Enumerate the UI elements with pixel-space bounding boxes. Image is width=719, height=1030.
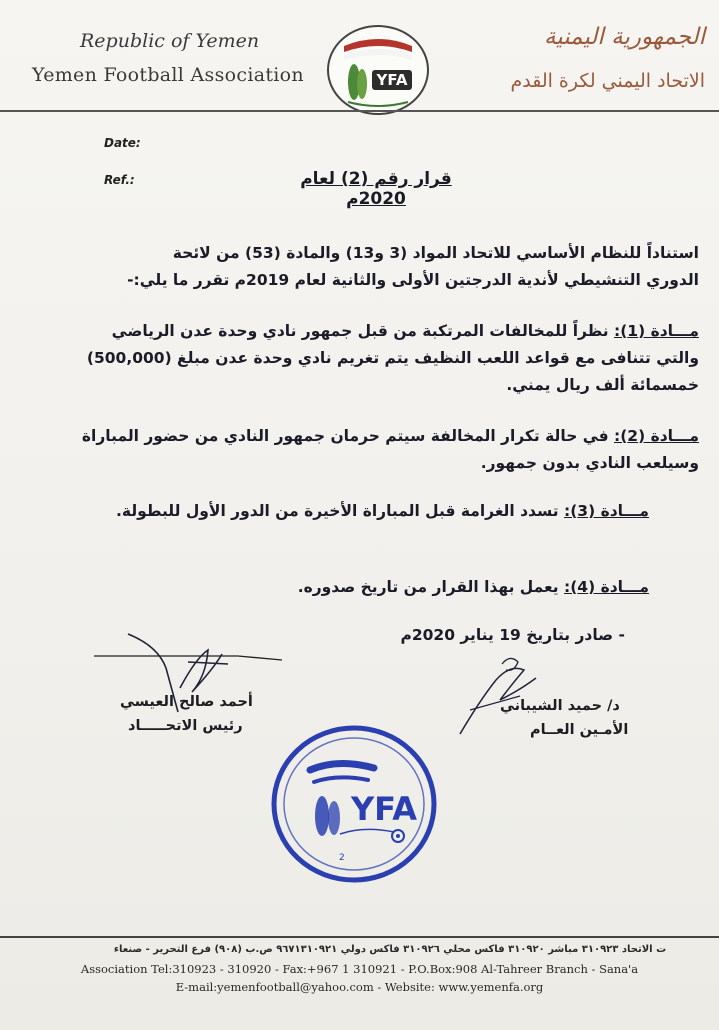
stamp-text: YFA [350,790,418,828]
secretary-name: د/ حميد الشيباني [500,698,620,714]
article-3-text: تسدد الغرامة قبل المباراة الأخيرة من الدور الأول للبطولة. [116,502,559,520]
president-name: أحمد صالح العيسي [120,694,253,710]
header-english-association: Yemen Football Association [32,64,304,86]
header-english-country: Republic of Yemen [80,30,260,52]
article-4 [298,574,649,601]
date-label: Date: [104,136,141,150]
article-1-line-2: والتي تتنافى مع قواعد اللعب النظيف يتم تغريم نادي وحدة عدن مبلغ (500,000) [86,349,699,367]
logo-text: YFA [376,71,408,89]
footer-english-contacts: Association Tel:310923 - 310920 - Fax:+967 1 310921 - P.O.Box:908 Al-Tahreer Branch - Sana'a [80,962,639,976]
header-divider [0,110,719,112]
article-2-text-1: في حالة تكرار المخالفة سيتم حرمان جمهور النادي من حضور المباراة [81,427,609,445]
article-2-line-1 [82,423,699,450]
association-stamp [268,722,440,886]
header-arabic-association: الاتحاد اليمني لكرة القدم [510,70,705,92]
article-3-label: مـــادة (3): [564,502,649,520]
article-4-text: يعمل بهذا القرار من تاريخ صدوره. [297,578,559,596]
article-3 [116,498,649,525]
preamble-line-1: استناداً للنظام الأساسي للاتحاد المواد (3 و13) والمادة (53) من لائحة [172,244,699,262]
footer-arabic-contacts: ت الاتحاد ٣١٠٩٢٣ مباشر ٣١٠٩٢٠ فاكس محلي ٣١٠٩٢٦ فاكس دولي ٩٦٧١٣١٠٩٢١ ص.ب (٩٠٨) فرع التحرير - صنعاء [113,944,667,955]
article-1-line-1 [112,318,699,345]
footer-email-website: E-mail:yemenfootball@yahoo.com - Website: www.yemenfa.org [175,980,544,994]
ref-label: Ref.: [104,173,135,187]
article-2-label: مـــادة (2): [614,427,699,445]
footer-divider [0,936,719,938]
stamp-number: 2 [339,853,345,863]
article-1-label: مـــادة (1): [614,322,699,340]
preamble-line-2: الدوري التنشيطي لأندية الدرجتين الأولى والثانية لعام 2019م تقرر ما يلي:- [127,271,699,289]
article-2-line-2: وسيلعب النادي بدون جمهور. [480,454,699,472]
article-4-label: مـــادة (4): [564,578,649,596]
secretary-title: الأمـين العــام [530,722,629,738]
yfa-logo [322,24,434,116]
president-title: رئيس الاتحـــــاد [128,718,243,734]
issued-date: - صادر بتاريخ 19 يناير 2020م [400,626,625,644]
header-arabic-country: الجمهورية اليمنية [543,24,705,50]
decision-title: قرار رقم (2) لعام 2020م [300,169,452,209]
article-1-line-3: خمسمائة ألف ريال يمني. [506,376,699,394]
article-1-text-1: نظراً للمخالفات المرتكبة من قبل جمهور نادي وحدة عدن الرياضي [111,322,609,340]
